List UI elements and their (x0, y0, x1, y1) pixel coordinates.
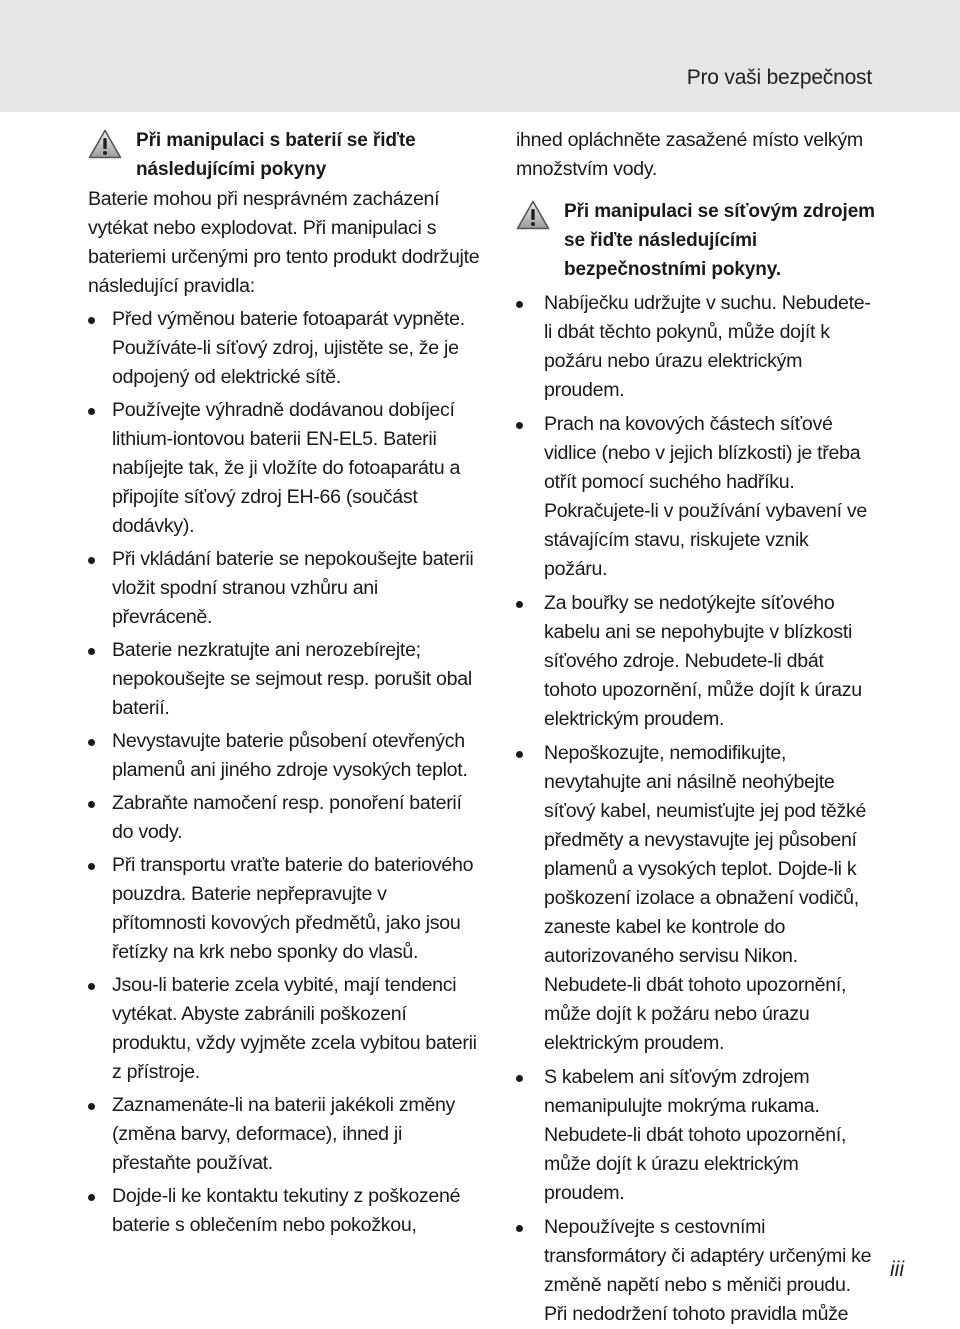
battery-warning-title: Při manipulaci s baterií se řiďte následujícími pokyny (136, 130, 416, 180)
list-item: Nabíječku udržujte v suchu. Nebudete-li dbát těchto pokynů, může dojít k požáru nebo úrazu elektrickým proudem. (516, 289, 876, 405)
list-item: Používejte výhradně dodávanou dobíjecí lithium-iontovou baterii EN-EL5. Baterii nabíjejte tak, že ji vložíte do fotoaparátu a připojíte síťový zdroj EH-66 (součást dodávky). (88, 396, 480, 541)
adapter-warning-title: Při manipulaci se síťovým zdrojem se řiďte následujícími bezpečnostními pokyny. (564, 201, 875, 280)
list-item: Nepoužívejte s cestovními transformátory či adaptéry určenými ke změně napětí nebo s měniči proudu. Při nedodržení tohoto pravidla může (516, 1213, 876, 1329)
list-item: Za bouřky se nedotýkejte síťového kabelu ani se nepohybujte v blízkosti síťového zdroje. Nebudete-li dbát tohoto upozornění, může dojít k úrazu elektrickým proudem. (516, 589, 876, 734)
running-head: Pro vaši bezpečnost (686, 66, 872, 89)
battery-rules-list (88, 305, 480, 1240)
adapter-rules-list (516, 289, 876, 1329)
list-item: Zaznamenáte-li na baterii jakékoli změny (změna barvy, deformace), ihned ji přestaňte používat. (88, 1091, 480, 1178)
page-number: iii (890, 1258, 904, 1281)
list-item: Nevystavujte baterie působení otevřených plamenů ani jiného zdroje vysokých teplot. (88, 727, 480, 785)
warning-triangle-icon (88, 129, 122, 159)
list-item: Zabraňte namočení resp. ponoření baterií do vody. (88, 789, 480, 847)
list-item: Prach na kovových částech síťové vidlice (nebo v jejich blízkosti) je třeba otřít pomocí suchého hadříku. Pokračujete-li v používání vybavení ve stávajícím stavu, riskujete vznik požáru. (516, 410, 876, 584)
right-column (516, 126, 876, 1329)
list-item: S kabelem ani síťovým zdrojem nemanipulujte mokrýma rukama. Nebudete-li dbát tohoto upozornění, může dojít k úrazu elektrickým proudem. (516, 1063, 876, 1208)
warning-triangle-icon (516, 200, 550, 230)
list-item: Nepoškozujte, nemodifikujte, nevytahujte ani násilně neohýbejte síťový kabel, neumisťujte jej pod těžké předměty a nevystavujte jej působení plamenů a vysokých teplot. Dojde-li k poškození izolace a obnažení vodičů, zaneste kabel ke kontrole do autorizovaného servisu Nikon. Nebudete-li dbát tohoto upozornění, může dojít k požáru nebo úrazu elektrickým proudem. (516, 739, 876, 1058)
list-item: Dojde-li ke kontaktu tekutiny z poškozené baterie s oblečením nebo pokožkou, (88, 1182, 480, 1240)
left-column (88, 126, 480, 1240)
list-item: Jsou-li baterie zcela vybité, mají tendenci vytékat. Abyste zabránili poškození produktu, vždy vyjměte zcela vybitou baterii z přístroje. (88, 971, 480, 1087)
list-item: Baterie nezkratujte ani nerozebírejte; nepokoušejte se sejmout resp. porušit obal baterií. (88, 636, 480, 723)
battery-intro: Baterie mohou při nesprávném zacházení vytékat nebo explodovat. Při manipulaci s bateriemi určenými pro tento produkt dodržujte následující pravidla: (88, 188, 480, 297)
list-item: Při vkládání baterie se nepokoušejte baterii vložit spodní stranou vzhůru ani převráceně. (88, 545, 480, 632)
list-item: Před výměnou baterie fotoaparát vypněte. Používáte-li síťový zdroj, ujistěte se, že je odpojený od elektrické sítě. (88, 305, 480, 392)
adapter-warning-heading (516, 197, 876, 284)
header-band (0, 0, 960, 112)
battery-warning-heading (88, 126, 480, 184)
continuation-text: ihned opláchněte zasažené místo velkým množstvím vody. (516, 129, 863, 180)
list-item: Při transportu vraťte baterie do bateriového pouzdra. Baterie nepřepravujte v přítomnosti kovových předmětů, jako jsou řetízky na krk nebo sponky do vlasů. (88, 851, 480, 967)
